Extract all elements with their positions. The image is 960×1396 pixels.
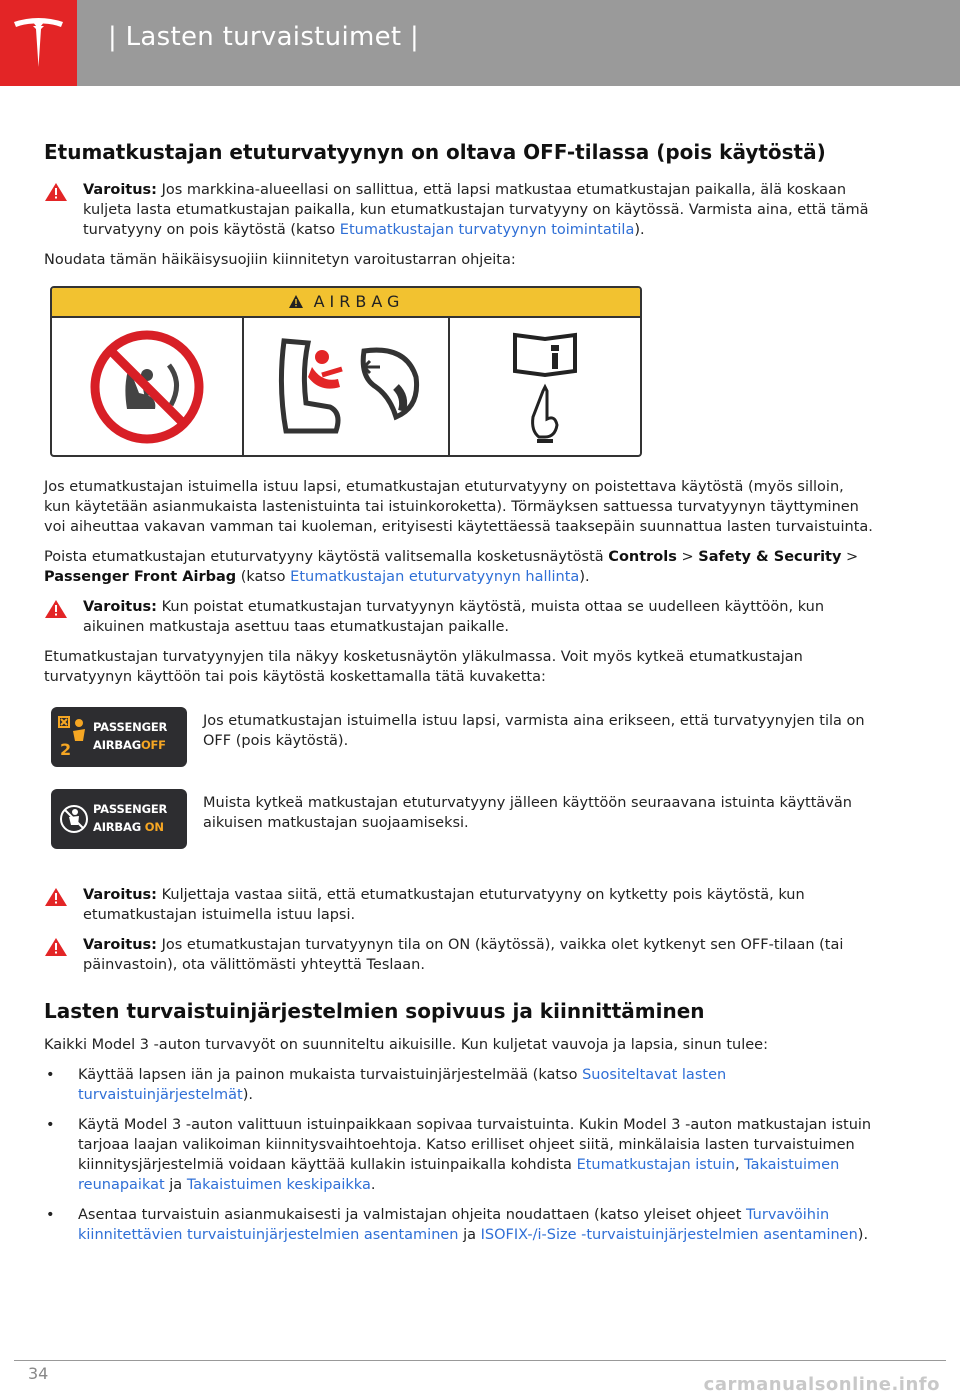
warning-text: Jos markkina-alueellasi on sallittua, että lapsi matkustaa etumatkustajan paikalla, älä koskaan kuljeta lasta etumatkustajan paikalla, kun etumatkustajan turvatyyny on käytössä. Varmista aina, että tämä turvatyyny on pois käytöstä (katso [83, 182, 869, 238]
warning-icon [44, 599, 68, 619]
menu-safety-security: Safety & Security [698, 549, 842, 565]
passenger-airbag-off-icon: 2 PASSENGER AIRBAGOFF [51, 707, 187, 767]
passenger-airbag-on-icon: PASSENGER AIRBAG ON [51, 789, 187, 849]
link-front-passenger-seat[interactable]: Etumatkustajan istuin [576, 1157, 735, 1173]
page-header [0, 0, 960, 86]
paragraph-disable-airbag: Poista etumatkustajan etuturvatyyny käytöstä valitsemalla kosketusnäytöstä Controls > Safety & Security > Passenger Front Airbag (katso Etumatkustajan etuturvatyynyn hallinta). [44, 549, 859, 585]
link-belt-seat-install[interactable]: Turvavöihin kiinnitettävien turvaistuinjärjestelmien asentaminen [78, 1207, 830, 1243]
page-number: 34 [28, 1364, 49, 1383]
airbag-warning-label [50, 286, 642, 457]
airbag-label-header: AIRBAG [52, 288, 640, 318]
link-airbag-control[interactable]: Etumatkustajan etuturvatyynyn hallinta [290, 569, 580, 585]
page-title: | Lasten turvaistuimet | [108, 22, 420, 52]
paragraph-child-front-seat: Jos etumatkustajan istuimella istuu lapsi, etumatkustajan etuturvatyyny on poistettava käytöstä (myös silloin, kun käytetään asianmukaista lastenistuinta tai istuinkoroketta). Törmäyksen sattuessa turvatyynyn täyttyminen voi aiheuttaa vakavan vamman tai kuoleman, erityisesti käytettäessä taaksepäin suunnattua lasten turvaistuinta. [44, 479, 873, 535]
warning-icon [44, 887, 68, 907]
link-recommended-seats[interactable]: Suositeltavat lasten turvaistuinjärjestelmät [78, 1067, 727, 1103]
footer-divider [14, 1360, 946, 1361]
menu-passenger-front-airbag: Passenger Front Airbag [44, 569, 237, 585]
warning-text: Kuljettaja vastaa siitä, että etumatkustajan etuturvatyyny on kytketty pois käytöstä, kun etumatkustajan istuimella istuu lapsi. [83, 887, 805, 923]
airbag-on-person-icon [57, 797, 91, 841]
airbag-deploy-icon [256, 327, 436, 447]
section-heading-airbag-off: Etumatkustajan etuturvatyynyn on oltava OFF-tilassa (pois käytöstä) [44, 140, 826, 164]
list-item: • Käytä Model 3 -auton valittuun istuinpaikkaan sopivaa turvaistuinta. Kukin Model 3 -auton matkustajan istuin tarjoaa laajan valikoiman kiinnitysvaihtoehtoja. Katso erilliset ohjeet siitä, minkälaisia lasten turvaistuimen kiinnitysjärjestelmiä voidaan käyttää kullakin istuinpaikalla kohdista Etumatkustajan istuin, Takaistuimen reunapaikat ja Takaistuimen keskipaikka. [46, 1117, 872, 1193]
warning-label: Varoitus: [83, 937, 157, 953]
section-heading-child-seats: Lasten turvaistuinjärjestelmien sopivuus ja kiinnittäminen [44, 999, 705, 1023]
warning-block: Varoitus: Jos markkina-alueellasi on sallittua, että lapsi matkustaa etumatkustajan paikalla, älä koskaan kuljeta lasta etumatkustajan paikalla, kun etumatkustajan turvatyyny on käytössä. Varmista aina, että tämä turvatyyny on pois käytöstä (katso Etumatkustajan turvatyynyn toimintatila). [44, 180, 874, 240]
airbag-deploy-cell [244, 318, 450, 455]
link-rear-outboard-seats[interactable]: Takaistuimen reunapaikat [78, 1157, 840, 1193]
bullet-icon: • [46, 1207, 55, 1223]
warning-label: Varoitus: [83, 599, 157, 615]
requirements-list [44, 1065, 874, 1245]
tesla-logo-icon [10, 15, 67, 71]
status-on-description: Muista kytkeä matkustajan etuturvatyyny jälleen käyttöön seuraavana istuinta käyttävän aikuisen matkustajan suojaamiseksi. [203, 795, 852, 831]
no-rear-facing-seat-icon [87, 327, 207, 447]
label-intro: Noudata tämän häikäisysuojiin kiinnitetyn varoitustarran ohjeita: [44, 252, 516, 268]
warning-label: Varoitus: [83, 182, 157, 198]
read-manual-icon [505, 327, 585, 447]
warning-block [44, 885, 874, 925]
warning-text: Kun poistat etumatkustajan turvatyynyn käytöstä, muista ottaa se uudelleen käyttöön, kun aikuinen matkustaja asettuu taas etumatkustajan paikalle. [83, 599, 825, 635]
watermark: carmanualsonline.info [703, 1374, 940, 1395]
menu-controls: Controls [608, 549, 677, 565]
paragraph-seatbelts: Kaikki Model 3 -auton turvavyöt on suunniteltu aikuisille. Kun kuljetat vauvoja ja lapsia, sinun tulee: [44, 1037, 768, 1053]
status-off-description: Jos etumatkustajan istuimella istuu lapsi, varmista aina erikseen, että turvatyynyjen tila on OFF (pois käytöstä). [203, 713, 865, 749]
no-child-seat-cell [52, 318, 244, 455]
svg-text:2: 2 [60, 740, 72, 759]
paragraph-status-icon: Etumatkustajan turvatyynyjen tila näkyy kosketusnäytön yläkulmassa. Voit myös kytkeä etumatkustajan turvatyynyn käyttöön tai pois käytöstä koskettamalla tätä kuvaketta: [44, 649, 803, 685]
list-item: • Asentaa turvaistuin asianmukaisesti ja valmistajan ohjeita noudattaen (katso yleiset ohjeet Turvavöihin kiinnitettävien turvaistuinjärjestelmien asentaminen ja ISOFIX-/i-Size -turvaistuinjärjestelmien asentaminen). [46, 1207, 869, 1243]
link-airbag-mode[interactable]: Etumatkustajan turvatyynyn toimintatila [339, 222, 635, 238]
status-row-on [44, 789, 874, 849]
link-rear-center-seat[interactable]: Takaistuimen keskipaikka [186, 1177, 371, 1193]
read-manual-cell [450, 318, 640, 455]
warning-label: Varoitus: [83, 887, 157, 903]
link-isofix-install[interactable]: ISOFIX-/i-Size -turvaistuinjärjestelmien asentaminen [480, 1227, 858, 1243]
bullet-icon: • [46, 1067, 55, 1083]
status-row-off [44, 707, 874, 767]
warning-text: Jos etumatkustajan turvatyynyn tila on ON (käytössä), vaikka olet kytkenyt sen OFF-tilaan (tai päinvastoin), ota välittömästi yhteyttä Teslaan. [83, 937, 844, 973]
warning-block [44, 935, 874, 975]
main-content [44, 140, 874, 1245]
list-item: • Käyttää lapsen iän ja painon mukaista turvaistuinjärjestelmää (katso Suositeltavat lasten turvaistuinjärjestelmät). [46, 1067, 727, 1103]
tesla-logo [0, 0, 77, 86]
warning-block [44, 597, 874, 637]
label-warning-icon [288, 294, 304, 309]
warning-icon [44, 937, 68, 957]
warning-icon [44, 182, 68, 202]
bullet-icon: • [46, 1117, 55, 1133]
airbag-off-person-icon [57, 715, 91, 759]
